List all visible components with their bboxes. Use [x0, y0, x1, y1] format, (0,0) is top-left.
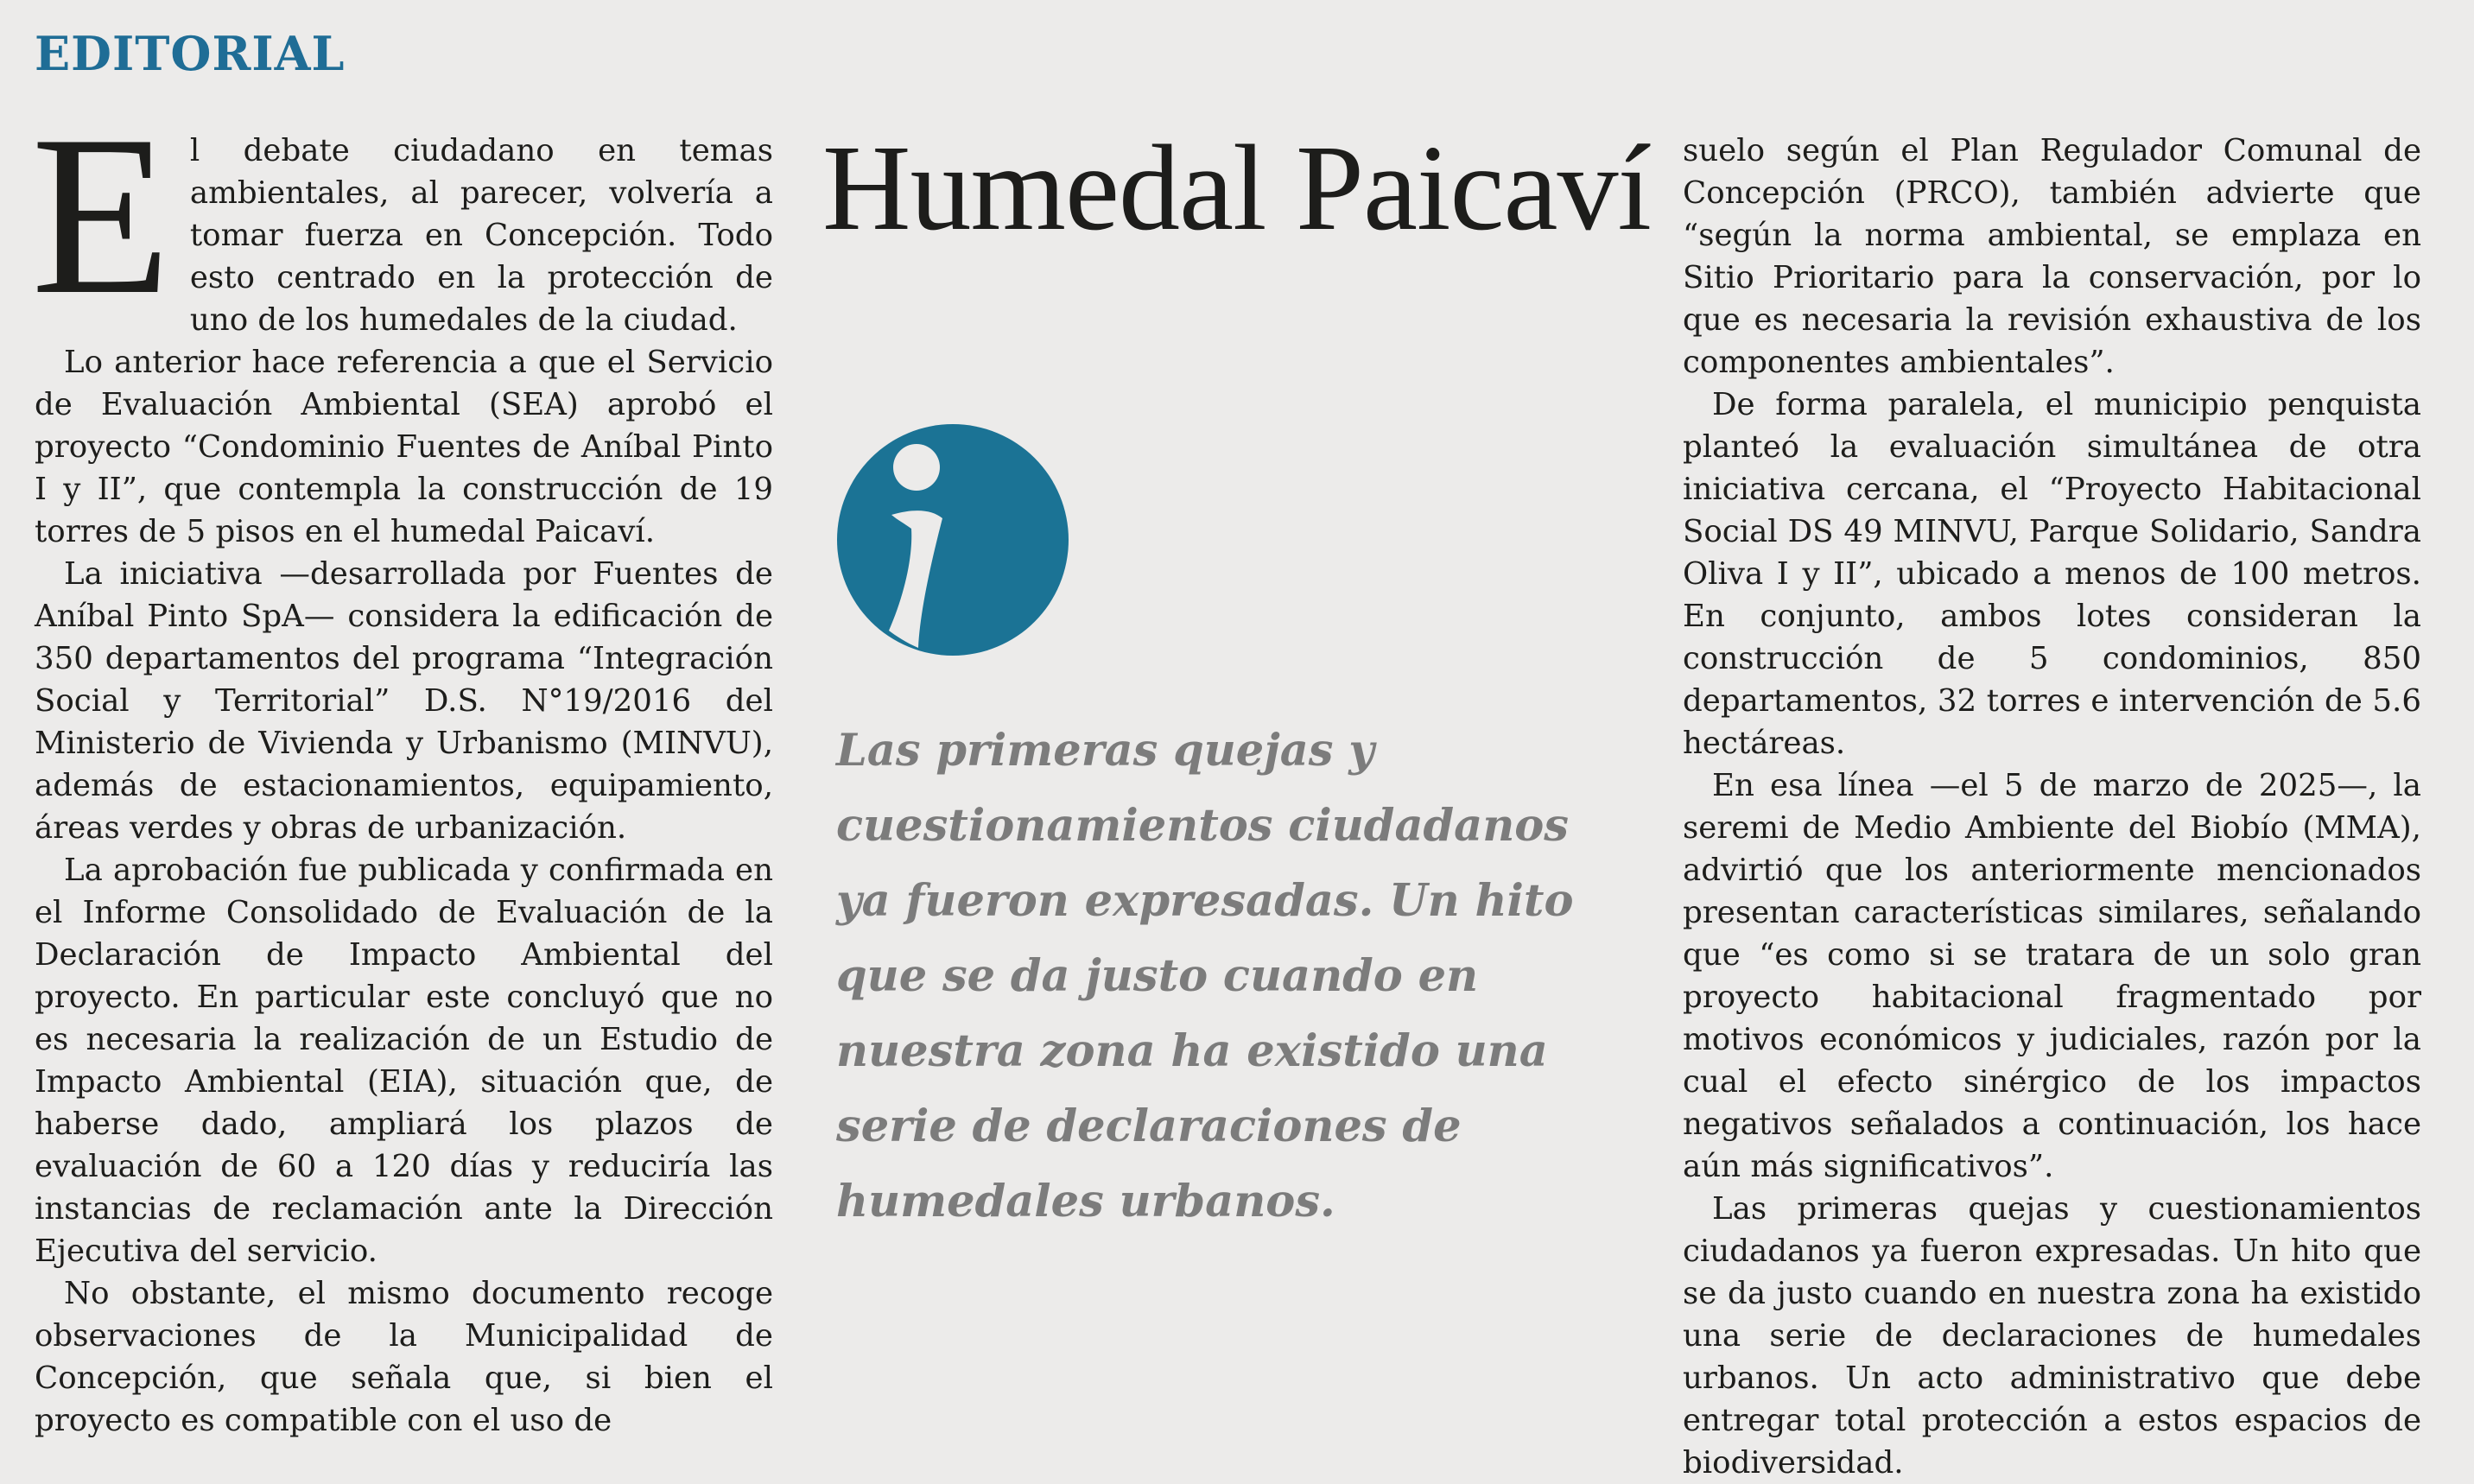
article-paragraph-2: Lo anterior hace referencia a que el Servicio de Evaluación Ambiental (SEA) aprobó el proyecto “Condominio Fuentes de Aníbal Pinto I y II”, que contempla la construcción de 19 torres de 5 pisos en el humedal Paicaví. — [35, 345, 773, 549]
article-right-column — [1683, 130, 2421, 1484]
info-icon-circle — [837, 424, 1069, 656]
article-paragraph-5: No obstante, el mismo documento recoge observaciones de la Municipalidad de Concepción, que señala que, si bien el proyecto es compatible con el uso de — [35, 1276, 773, 1438]
article-paragraph-6: suelo según el Plan Regulador Comunal de Concepción (PRCO), también advierte que “según la norma ambiental, se emplaza en Sitio Prioritario para la conservación, por lo que es necesaria la revisión exhaustiva de los componentes ambientales”. — [1683, 133, 2421, 380]
article-paragraph-3: La iniciativa —desarrollada por Fuentes de Aníbal Pinto SpA— considera la edificación de 350 departamentos del programa “Integración Social y Territorial” D.S. N°19/2016 del Ministerio de Vivienda y Urbanismo (MINVU), además de estacionamientos, equipamiento, áreas verdes y obras de urbanización. — [35, 556, 773, 846]
article-paragraph-9: Las primeras quejas y cuestionamientos ciudadanos ya fueron expresadas. Un hito que se da justo cuando en nuestra zona ha existido una serie de declaraciones de humedales urbanos. Un acto administrativo que debe entregar total protección a estos espacios de biodiversidad. — [1683, 1191, 2421, 1481]
headline: Humedal Paicaví — [822, 119, 1651, 256]
section-label: EDITORIAL — [35, 26, 346, 81]
article-paragraph-4: La aprobación fue publicada y confirmada en el Informe Consolidado de Evaluación de la Declaración de Impacto Ambiental del proyecto. En particular este concluyó que no es necesaria la realización de un Estudio de Impacto Ambiental (EIA), situación que, de haberse dado, ampliará los plazos de evaluación de 60 a 120 días y reduciría las instancias de reclamación ante la Dirección Ejecutiva del servicio. — [35, 853, 773, 1269]
article-left-column — [31, 89, 773, 1442]
article-paragraph-1 — [31, 89, 773, 342]
drop-cap: E — [31, 89, 171, 342]
paragraph-1-text: l debate ciudadano en temas ambientales, al parecer, volvería a tomar fuerza en Concepción. Todo esto centrado en la protección de uno de los humedales de la ciudad. — [189, 133, 773, 338]
article-paragraph-8: En esa línea —el 5 de marzo de 2025—, la seremi de Medio Ambiente del Biobío (MMA), advirtió que los anteriormente mencionados presentan características similares, señalando que “es como si se tratara de un solo gran proyecto habitacional fragmentado por motivos económicos y judiciales, razón por la cual el efecto sinérgico de los impactos negativos señalados a continuación, los hace aún más significativos”. — [1683, 768, 2421, 1184]
info-icon-dot — [893, 444, 940, 491]
article-paragraph-7: De forma paralela, el municipio penquista planteó la evaluación simultánea de otra iniciativa cercana, el “Proyecto Habitacional Social DS 49 MINVU, Parque Solidario, Sandra Oliva I y II”, ubicado a menos de 100 metros. En conjunto, ambos lotes consideran la construcción de 5 condominios, 850 departamentos, 32 torres e intervención de 5.6 hectáreas. — [1683, 387, 2421, 761]
pull-quote: Las primeras quejas y cuestionamientos ciudadanos ya fueron expresadas. Un hito que se da justo cuando en nuestra zona ha existido una serie de declaraciones de humedales urbanos. — [836, 725, 1574, 1227]
info-icon — [835, 418, 1070, 662]
